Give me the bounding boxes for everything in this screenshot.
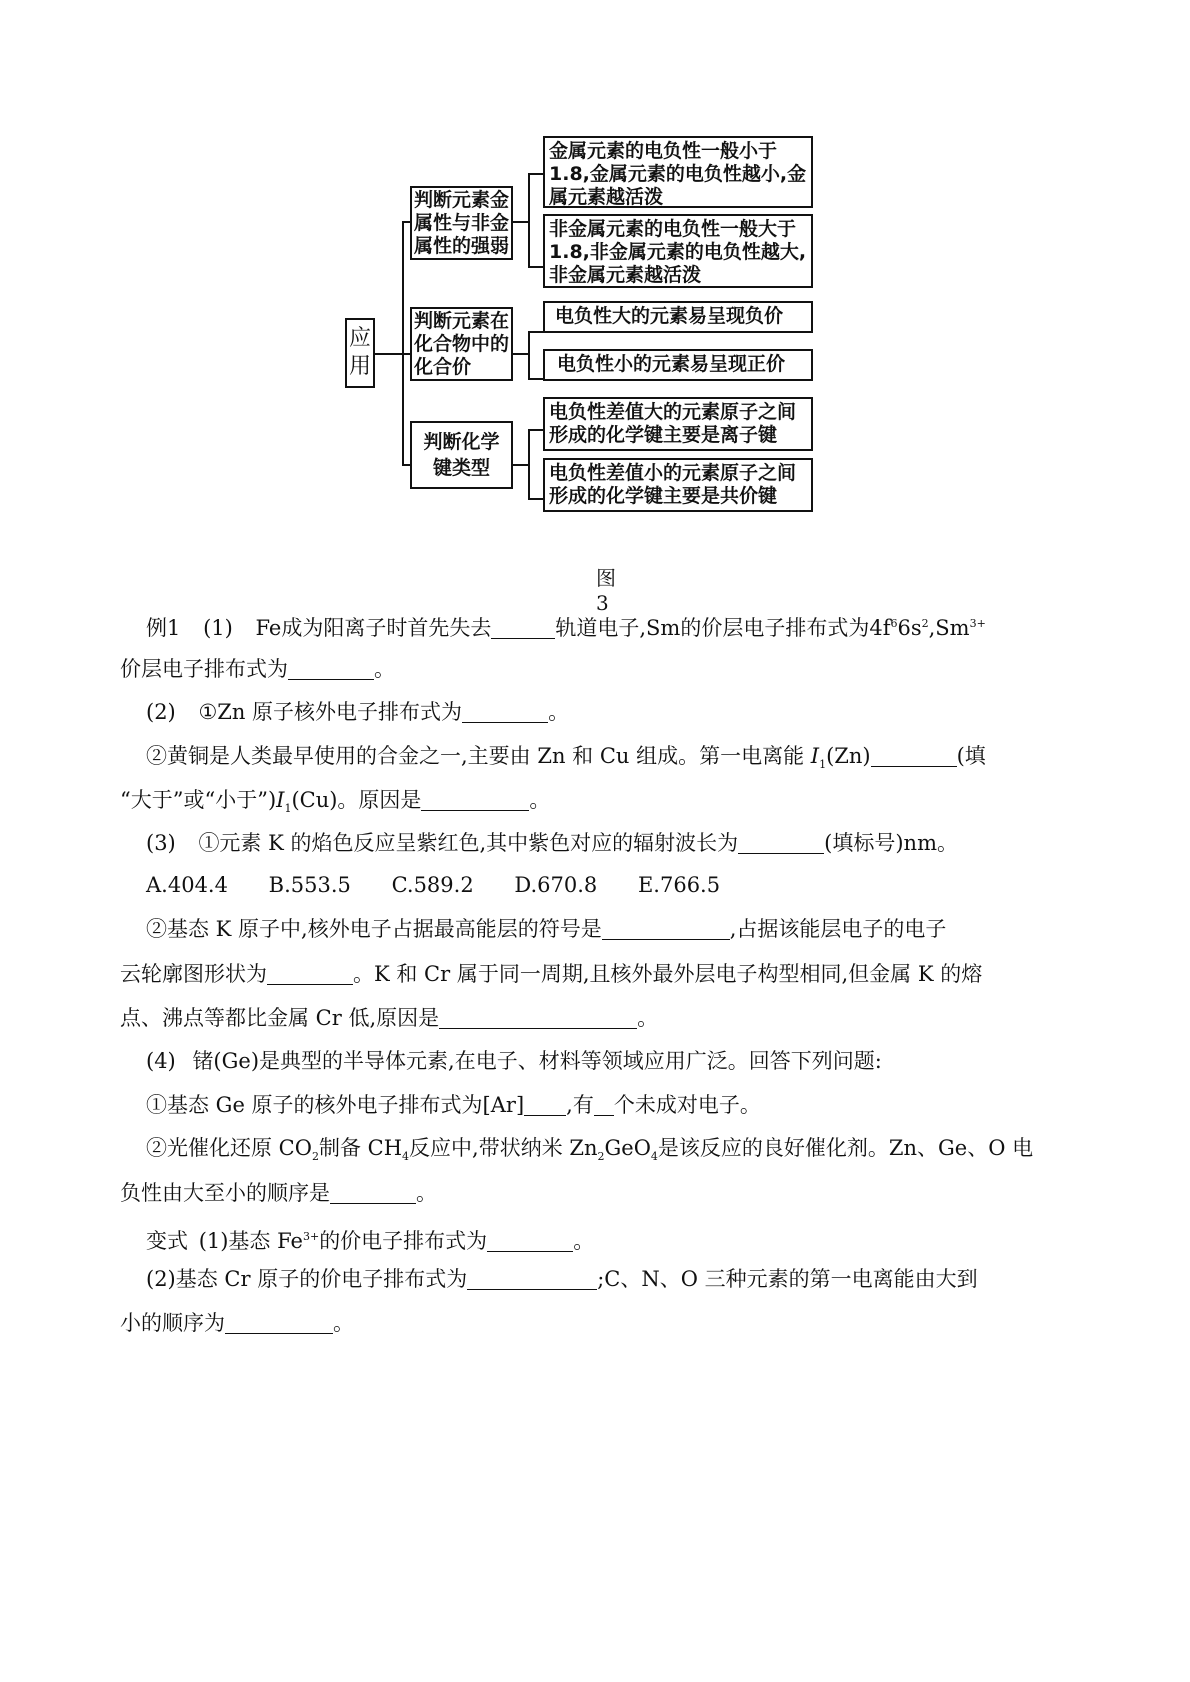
q4-blank-3[interactable]: [330, 1182, 416, 1204]
q3-line3: [120, 906, 1080, 953]
q3-text-f: 。K 和 Cr 属于同一周期,且核外最外层电子构型相同,但金属 K 的熔: [353, 962, 983, 986]
variant-2-text-c: 小的顺序为: [120, 1311, 225, 1335]
q2-sub-1: 1: [819, 758, 827, 772]
q4-text-e5: 是该反应的良好催化剂。Zn、Ge、O 电: [657, 1136, 1034, 1160]
q4-sub-ch4: 4: [402, 1150, 410, 1164]
q1-text-d: ,Sm: [928, 616, 970, 640]
item-box-1-2: 非金属元素的电负性一般大于1.8,非金属元素的电负性越大,非金属元素越活泼: [543, 214, 813, 288]
connector-g3-item2: [528, 498, 544, 500]
q1-text-b: 轨道电子,Sm的价层电子排布式为4f: [555, 616, 891, 640]
q1-blank-1[interactable]: [491, 617, 555, 639]
q3-text-g: 点、沸点等都比金属 Cr 低,原因是: [120, 1006, 440, 1030]
q2-blank-3[interactable]: [421, 789, 529, 811]
q4-text-f: 负性由大至小的顺序是: [120, 1181, 330, 1205]
variant-2-text-b: ;C、N、O 三种元素的第一电离能由大到: [597, 1267, 978, 1291]
q4-text-e2: 制备 CH: [318, 1136, 403, 1160]
q4-blank-1[interactable]: [524, 1094, 566, 1116]
q4-sub-co2: 2: [311, 1150, 319, 1164]
connector-g2-item1: [528, 331, 544, 333]
option-e[interactable]: E.766.5: [637, 873, 721, 897]
q2-text-c: (填: [956, 744, 986, 768]
connector-g1-vert: [528, 173, 530, 267]
connector-g1-item1: [528, 173, 544, 175]
group-box-2: 判断元素在化合物中的化合价: [410, 307, 513, 381]
q3-text-c: ②基态 K 原子中,核外电子占据最高能层的符号是: [146, 917, 602, 941]
connector-root: [373, 353, 403, 355]
group-box-3: 判断化学键类型: [410, 421, 513, 489]
q2-line1: [120, 689, 1080, 736]
q4-line1: [120, 1038, 1080, 1085]
connector-g3-vert: [528, 429, 530, 499]
q3-line1: [120, 820, 1080, 867]
variant-period-2: 。: [333, 1311, 354, 1335]
q4-text-d: 个未成对电子。: [613, 1093, 761, 1117]
variant-2-text: (2)基态 Cr 原子的价电子排布式为: [146, 1267, 468, 1291]
q1-sup-1: 6: [890, 617, 898, 630]
connector-g2-item2: [528, 378, 544, 380]
q2-period-1: 。: [548, 700, 570, 724]
connector-trunk: [402, 221, 404, 465]
q1-text-a: Fe成为阳离子时首先失去: [255, 616, 492, 640]
q4-text-b: ①基态 Ge 原子的核外电子排布式为[Ar]: [146, 1093, 525, 1117]
q4-text-a: 锗(Ge)是典型的半导体元素,在电子、材料等领域应用广泛。回答下列问题:: [192, 1049, 882, 1073]
q2-text-d: “大于”或“小于”): [120, 788, 277, 812]
q2-blank-2[interactable]: [871, 745, 957, 767]
option-a[interactable]: A.404.4: [146, 873, 228, 897]
q3-options: [120, 862, 1080, 909]
item-box-2-2: 电负性小的元素易呈现正价: [543, 349, 813, 381]
variant-blank-2[interactable]: [467, 1268, 597, 1290]
q4-text-e4: GeO: [604, 1136, 651, 1160]
q3-blank-2[interactable]: [602, 918, 730, 940]
q1-sup-2: 2: [921, 617, 929, 630]
variant-1-sup: 3+: [302, 1230, 320, 1243]
connector-g3-item1: [528, 429, 544, 431]
q1-blank-2[interactable]: [288, 658, 374, 680]
q2-number: (2): [146, 700, 176, 724]
q1-line1: [120, 600, 1080, 652]
variant-1-text-b: 的价电子排布式为: [319, 1229, 488, 1253]
item-box-3-2: 电负性差值小的元素原子之间形成的化学键主要是共价键: [543, 458, 813, 512]
q4-sub-o4: 4: [650, 1150, 658, 1164]
variant-period-1: 。: [573, 1229, 595, 1253]
item-box-1-1: 金属元素的电负性一般小于1.8,金属元素的电负性越小,金属元素越活泼: [543, 136, 813, 208]
q2-text-a: ①Zn 原子核外电子排布式为: [198, 700, 463, 724]
variant-1-text: (1)基态 Fe: [198, 1229, 303, 1253]
q2-symbol-i: I: [810, 744, 820, 768]
q2-text-b: ②黄铜是人类最早使用的合金之一,主要由 Zn 和 Cu 组成。第一电离能: [146, 744, 805, 768]
q4-text-c: ,有: [566, 1093, 594, 1117]
item-box-2-1: 电负性大的元素易呈现负价: [543, 301, 813, 333]
option-b[interactable]: B.553.5: [268, 873, 351, 897]
group-box-1: 判断元素金属性与非金属性的强弱: [410, 186, 513, 260]
variant-blank-3[interactable]: [225, 1312, 333, 1334]
q4-line4: [120, 1170, 1080, 1217]
figure-caption: 图 3: [596, 566, 626, 615]
q1-text-c: 6s: [897, 616, 922, 640]
q3-number: (3): [146, 831, 176, 855]
root-box: 应用: [345, 318, 375, 388]
q1-text-e: 价层电子排布式为: [120, 657, 288, 681]
variant-label: 变式: [146, 1229, 188, 1253]
option-c[interactable]: C.589.2: [391, 873, 474, 897]
option-d[interactable]: D.670.8: [514, 873, 598, 897]
q3-text-b: (填标号)nm。: [824, 831, 958, 855]
q3-blank-3[interactable]: [267, 963, 353, 985]
connector-g2-vert: [528, 331, 530, 379]
q2-blank-1[interactable]: [462, 701, 548, 723]
q4-blank-2[interactable]: [594, 1094, 614, 1116]
q1-period: 。: [374, 657, 395, 681]
q3-period: 。: [637, 1006, 659, 1030]
q1-number: (1): [203, 616, 233, 640]
q3-text-d: ,占据该能层电子的电子: [729, 917, 947, 941]
q3-line4: [120, 951, 1080, 998]
q1-line2: [120, 646, 1080, 693]
q4-text-e3: 反应中,带状纳米 Zn: [409, 1136, 598, 1160]
q4-number: (4): [146, 1049, 176, 1073]
q4-text-e1: ②光催化还原 CO: [146, 1136, 312, 1160]
q1-sup-3: 3+: [969, 617, 986, 630]
variant-blank-1[interactable]: [487, 1230, 573, 1252]
q3-text-a: ①元素 K 的焰色反应呈紫红色,其中紫色对应的辐射波长为: [198, 831, 739, 855]
q3-text-e: 云轮廓图形状为: [120, 962, 267, 986]
q2-symbol-i-2: I: [276, 788, 285, 812]
q4-period: 。: [416, 1181, 437, 1205]
q3-blank-1[interactable]: [738, 832, 824, 854]
item-box-3-1: 电负性差值大的元素原子之间形成的化学键主要是离子键: [543, 397, 813, 451]
q2-period-2: 。: [529, 788, 551, 812]
q2-zn: (Zn): [826, 744, 871, 768]
q4-sub-zn2: 2: [597, 1150, 605, 1164]
example-label: 例1: [146, 616, 181, 640]
connector-g1-item2: [528, 266, 544, 268]
variant-line3: [120, 1300, 1080, 1347]
variant-line2: [120, 1256, 1080, 1303]
q2-sub-2: 1: [284, 802, 292, 816]
q3-blank-4[interactable]: [439, 1007, 637, 1029]
q2-cu: (Cu)。原因是: [291, 788, 422, 812]
q4-line2: [120, 1082, 1080, 1129]
q3-line5: [120, 995, 1080, 1042]
